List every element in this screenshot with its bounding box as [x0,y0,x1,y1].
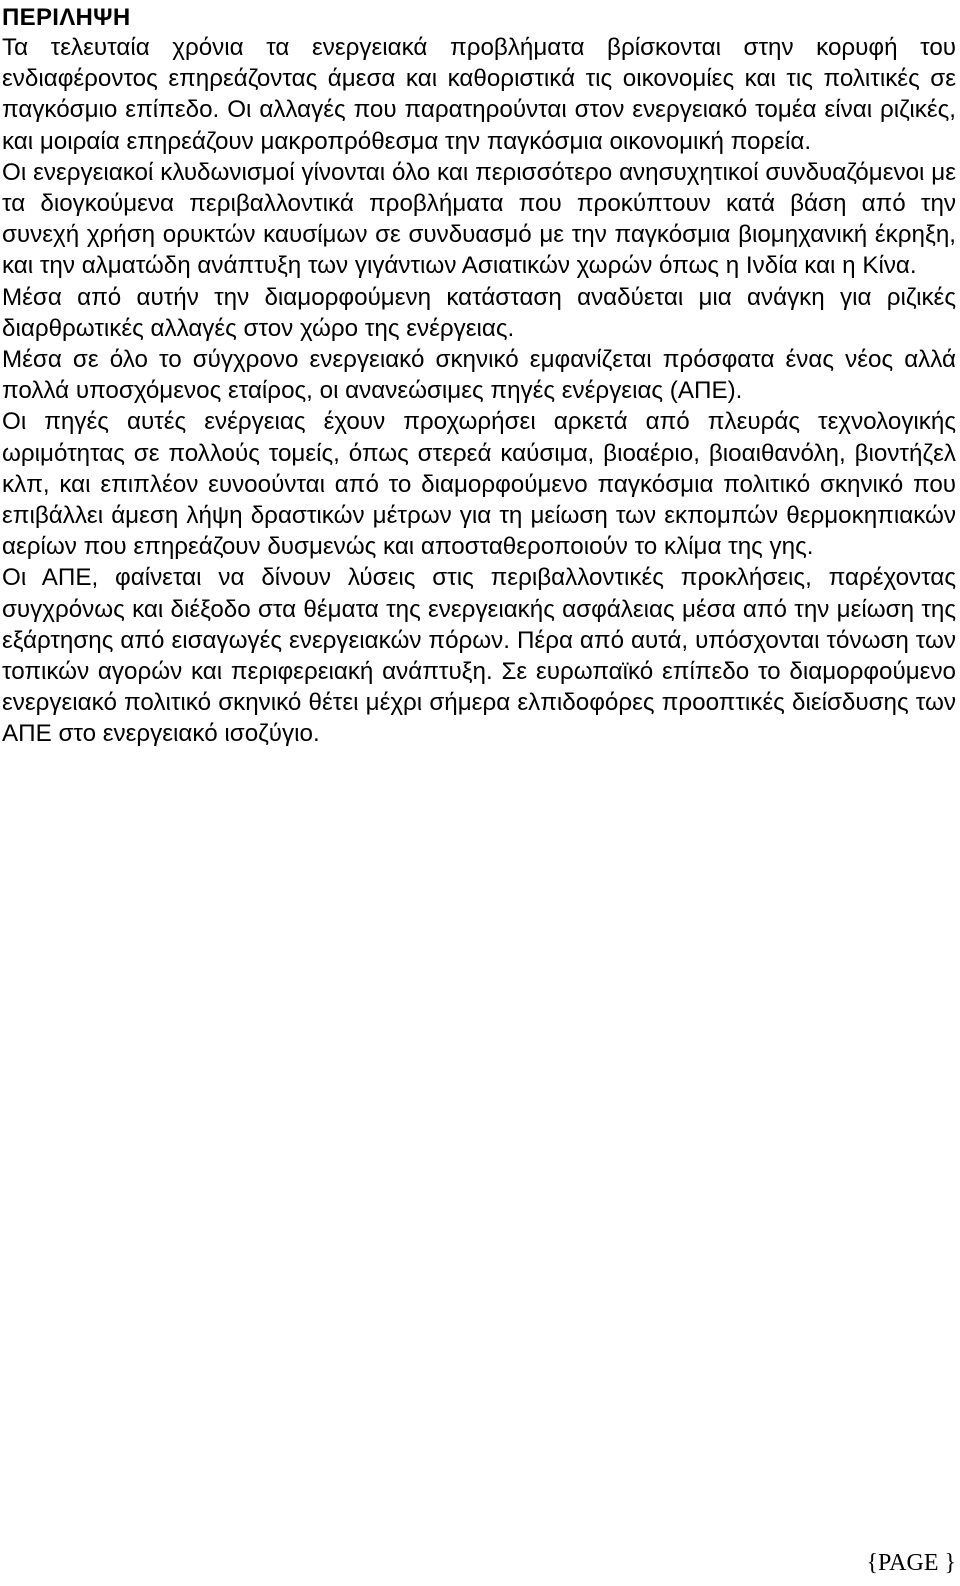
paragraph-renewables-benefits: Οι ΑΠΕ, φαίνεται να δίνουν λύσεις στις περιβαλλοντικές προκλήσεις, παρέχοντας συγχρόνως και διέξοδο στα θέματα της ενεργειακής ασφάλειας μέσα από την μείωση της εξάρτησης από εισαγωγές ενεργειακών πόρων. Πέρα από αυτά, υπόσχονται τόνωση των τοπικών αγορών και περιφερειακή ανάπτυξη. Σε ευρωπαϊκό επίπεδο το διαμορφούμενο ενεργειακό πολιτικό σκηνικό θέτει μέχρι σήμερα ελπιδοφόρες προοπτικές διείσδυσης των ΑΠΕ στο ενεργειακό ισοζύγιο. [2,564,956,748]
page-title: ΠΕΡΙΛΗΨΗ [2,4,131,31]
paragraph-technology-maturity: Οι πηγές αυτές ενέργειας έχουν προχωρήσει αρκετά από πλευράς τεχνολογικής ωριμότητας σε πολλούς τομείς, όπως στερεά καύσιμα, βιοαέριο, βιοαιθανόλη, βιοντήζελ κλπ, και επιπλέον ευνοούνται από το διαμορφούμενο παγκόσμια πολιτικό σκηνικό που επιβάλλει άμεση λήψη δραστικών μέτρων για τη μείωση των εκπομπών θερμοκηπιακών αερίων που επηρεάζουν δυσμενώς και αποσταθεροποιούν το κλίμα της γης. [2,408,956,561]
paragraph-structural-changes: Μέσα από αυτήν την διαμορφούμενη κατάσταση αναδύεται μια ανάγκη για ριζικές διαρθρωτικές αλλαγές στον χώρο της ενέργειας. [2,283,956,342]
page-number-field: {PAGE } [866,1550,956,1576]
paragraph-renewables-intro: Μέσα σε όλο το σύγχρονο ενεργειακό σκηνικό εμφανίζεται πρόσφατα ένας νέος αλλά πολλά υποσχόμενος εταίρος, οι ανανεώσιμες πηγές ενέργειας (ΑΠΕ). [2,346,956,405]
document-body [2,4,956,750]
paragraph-energy-shocks: Οι ενεργειακοί κλυδωνισμοί γίνονται όλο και περισσότερο ανησυχητικοί συνδυαζόμενοι με τα διογκούμενα περιβαλλοντικά προβλήματα που προκύπτουν κατά βάση από την συνεχή χρήση ορυκτών καυσίμων σε συνδυασμό με την παγκόσμια βιομηχανική έκρηξη, και την αλματώδη ανάπτυξη των γιγάντιων Ασιατικών χωρών όπως η Ινδία και η Κίνα. [2,158,956,280]
paragraph-intro: Τα τελευταία χρόνια τα ενεργειακά προβλήματα βρίσκονται στην κορυφή του ενδιαφέροντος επηρεάζοντας άμεσα και καθοριστικά τις οικονομίες και τις πολιτικές σε παγκόσμιο επίπεδο. Οι αλλαγές που παρατηρούνται στον ενεργειακό τομέα είναι ριζικές, και μοιραία επηρεάζουν μακροπρόθεσμα την παγκόσμια οικονομική πορεία. [2,34,956,155]
